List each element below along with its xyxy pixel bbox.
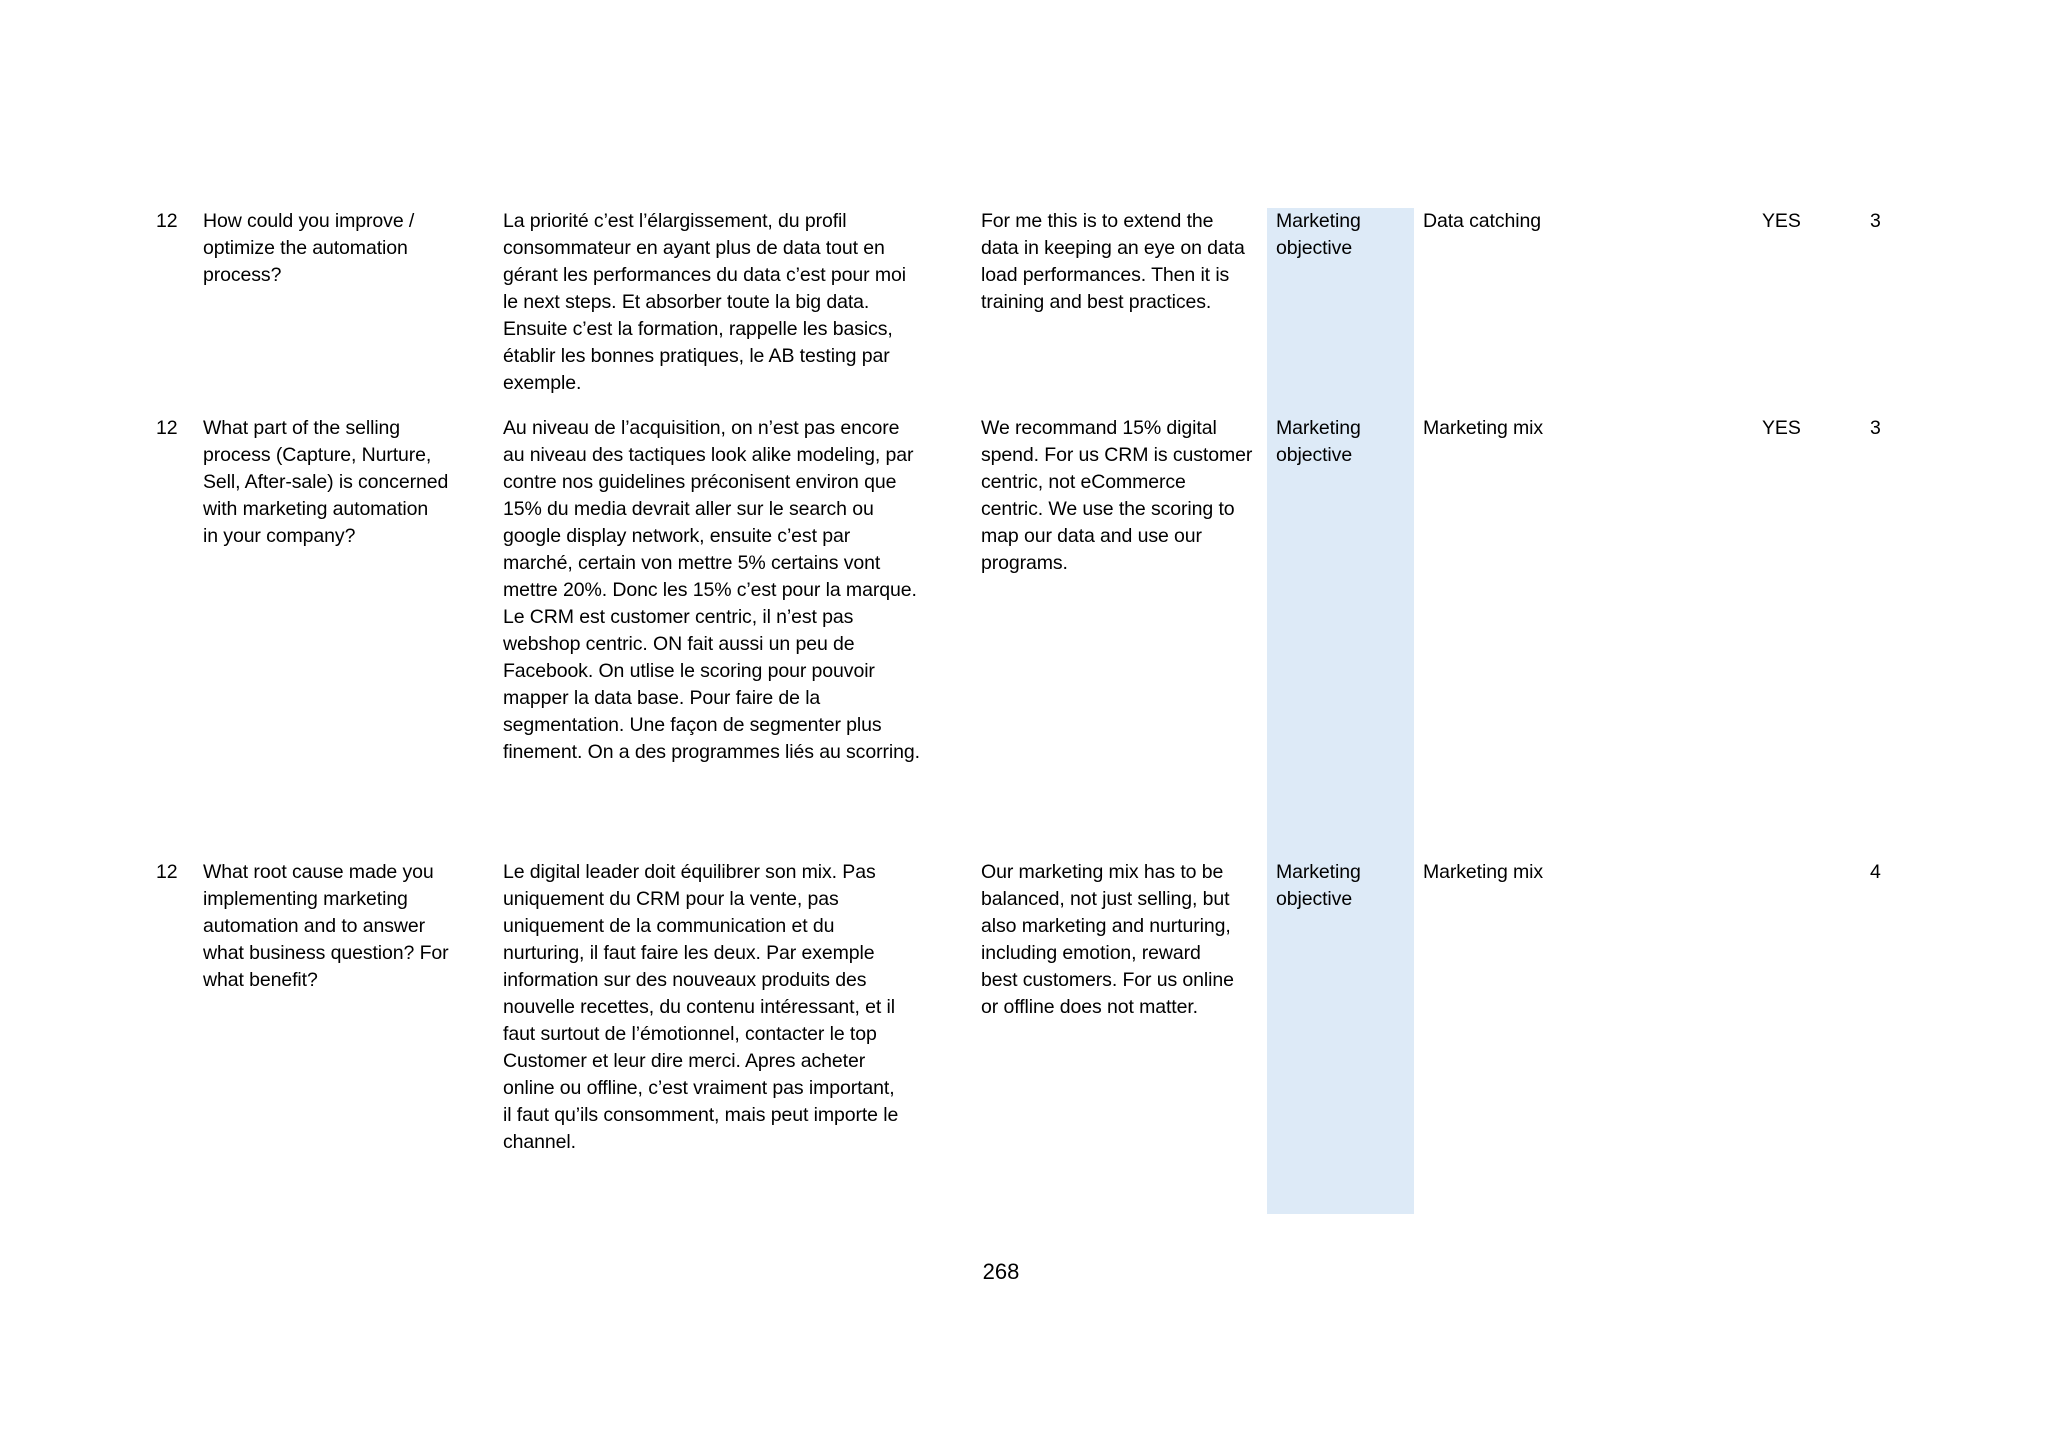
row-number: 12 [156, 861, 178, 883]
row-number: 12 [156, 210, 178, 232]
category-label: Marketing objective [1276, 861, 1361, 910]
page-number: 268 [982, 1259, 1020, 1284]
category-label: Marketing objective [1276, 210, 1361, 259]
answer-english: We recommand 15% digital spend. For us CRM is customer centric, not eCommerce centric. We use the scoring to map our data and use our programs. [981, 417, 1253, 574]
answer-french: Le digital leader doit équilibrer son mix. Pas uniquement du CRM pour la vente, pas uniquement de la communication et du nurturing, il faut faire les deux. Par exemple information sur des nouveaux produits des nouvelle recettes, du contenu intéressant, et il faut surtout de l’émotionnel, contacter le top Customer et leur dire merci. Apres acheter online ou offline, c’est vraiment pas important, il faut qu’ils consomment, mais peut importe le channel. [503, 861, 899, 1153]
score-value: 3 [1870, 210, 1881, 232]
theme-label: Data catching [1423, 210, 1541, 232]
score-value: 3 [1870, 417, 1881, 439]
score-value: 4 [1870, 861, 1881, 883]
theme-label: Marketing mix [1423, 861, 1544, 883]
category-column-highlight [1267, 208, 1414, 1214]
answer-english: Our marketing mix has to be balanced, not just selling, but also marketing and nurturing, including emotion, reward best customers. For us online or offline does not matter. [981, 861, 1234, 1018]
question-text: What root cause made you implementing marketing automation and to answer what business question? For what benefit? [203, 861, 449, 991]
question-text: What part of the selling process (Capture, Nurture, Sell, After-sale) is concerned with marketing automation in your company? [203, 417, 449, 547]
yes-flag: YES [1762, 210, 1801, 232]
question-text: How could you improve / optimize the automation process? [203, 210, 415, 286]
theme-label: Marketing mix [1423, 417, 1544, 439]
category-label: Marketing objective [1276, 417, 1361, 466]
answer-french: Au niveau de l’acquisition, on n’est pas encore au niveau des tactiques look alike modeling, par contre nos guidelines préconisent environ que 15% du media devrait aller sur le search ou google display network, ensuite c’est par marché, certain von mettre 5% certains vont mettre 20%. Donc les 15% c’est pour la marque. Le CRM est customer centric, il n’est pas webshop centric. ON fait aussi un peu de Facebook. On utlise le scoring pour pouvoir mapper la data base. Pour faire de la segmentation. Une façon de segmenter plus finement. On a des programmes liés au scorring. [503, 417, 920, 763]
answer-english: For me this is to extend the data in keeping an eye on data load performances. Then it is training and best practices. [981, 210, 1245, 313]
answer-french: La priorité c’est l’élargissement, du profil consommateur en ayant plus de data tout en gérant les performances du data c’est pour moi le next steps. Et absorber toute la big data. Ensuite c’est la formation, rappelle les basics, établir les bonnes pratiques, le AB testing par exemple. [503, 210, 906, 394]
yes-flag: YES [1762, 417, 1801, 439]
row-number: 12 [156, 417, 178, 439]
